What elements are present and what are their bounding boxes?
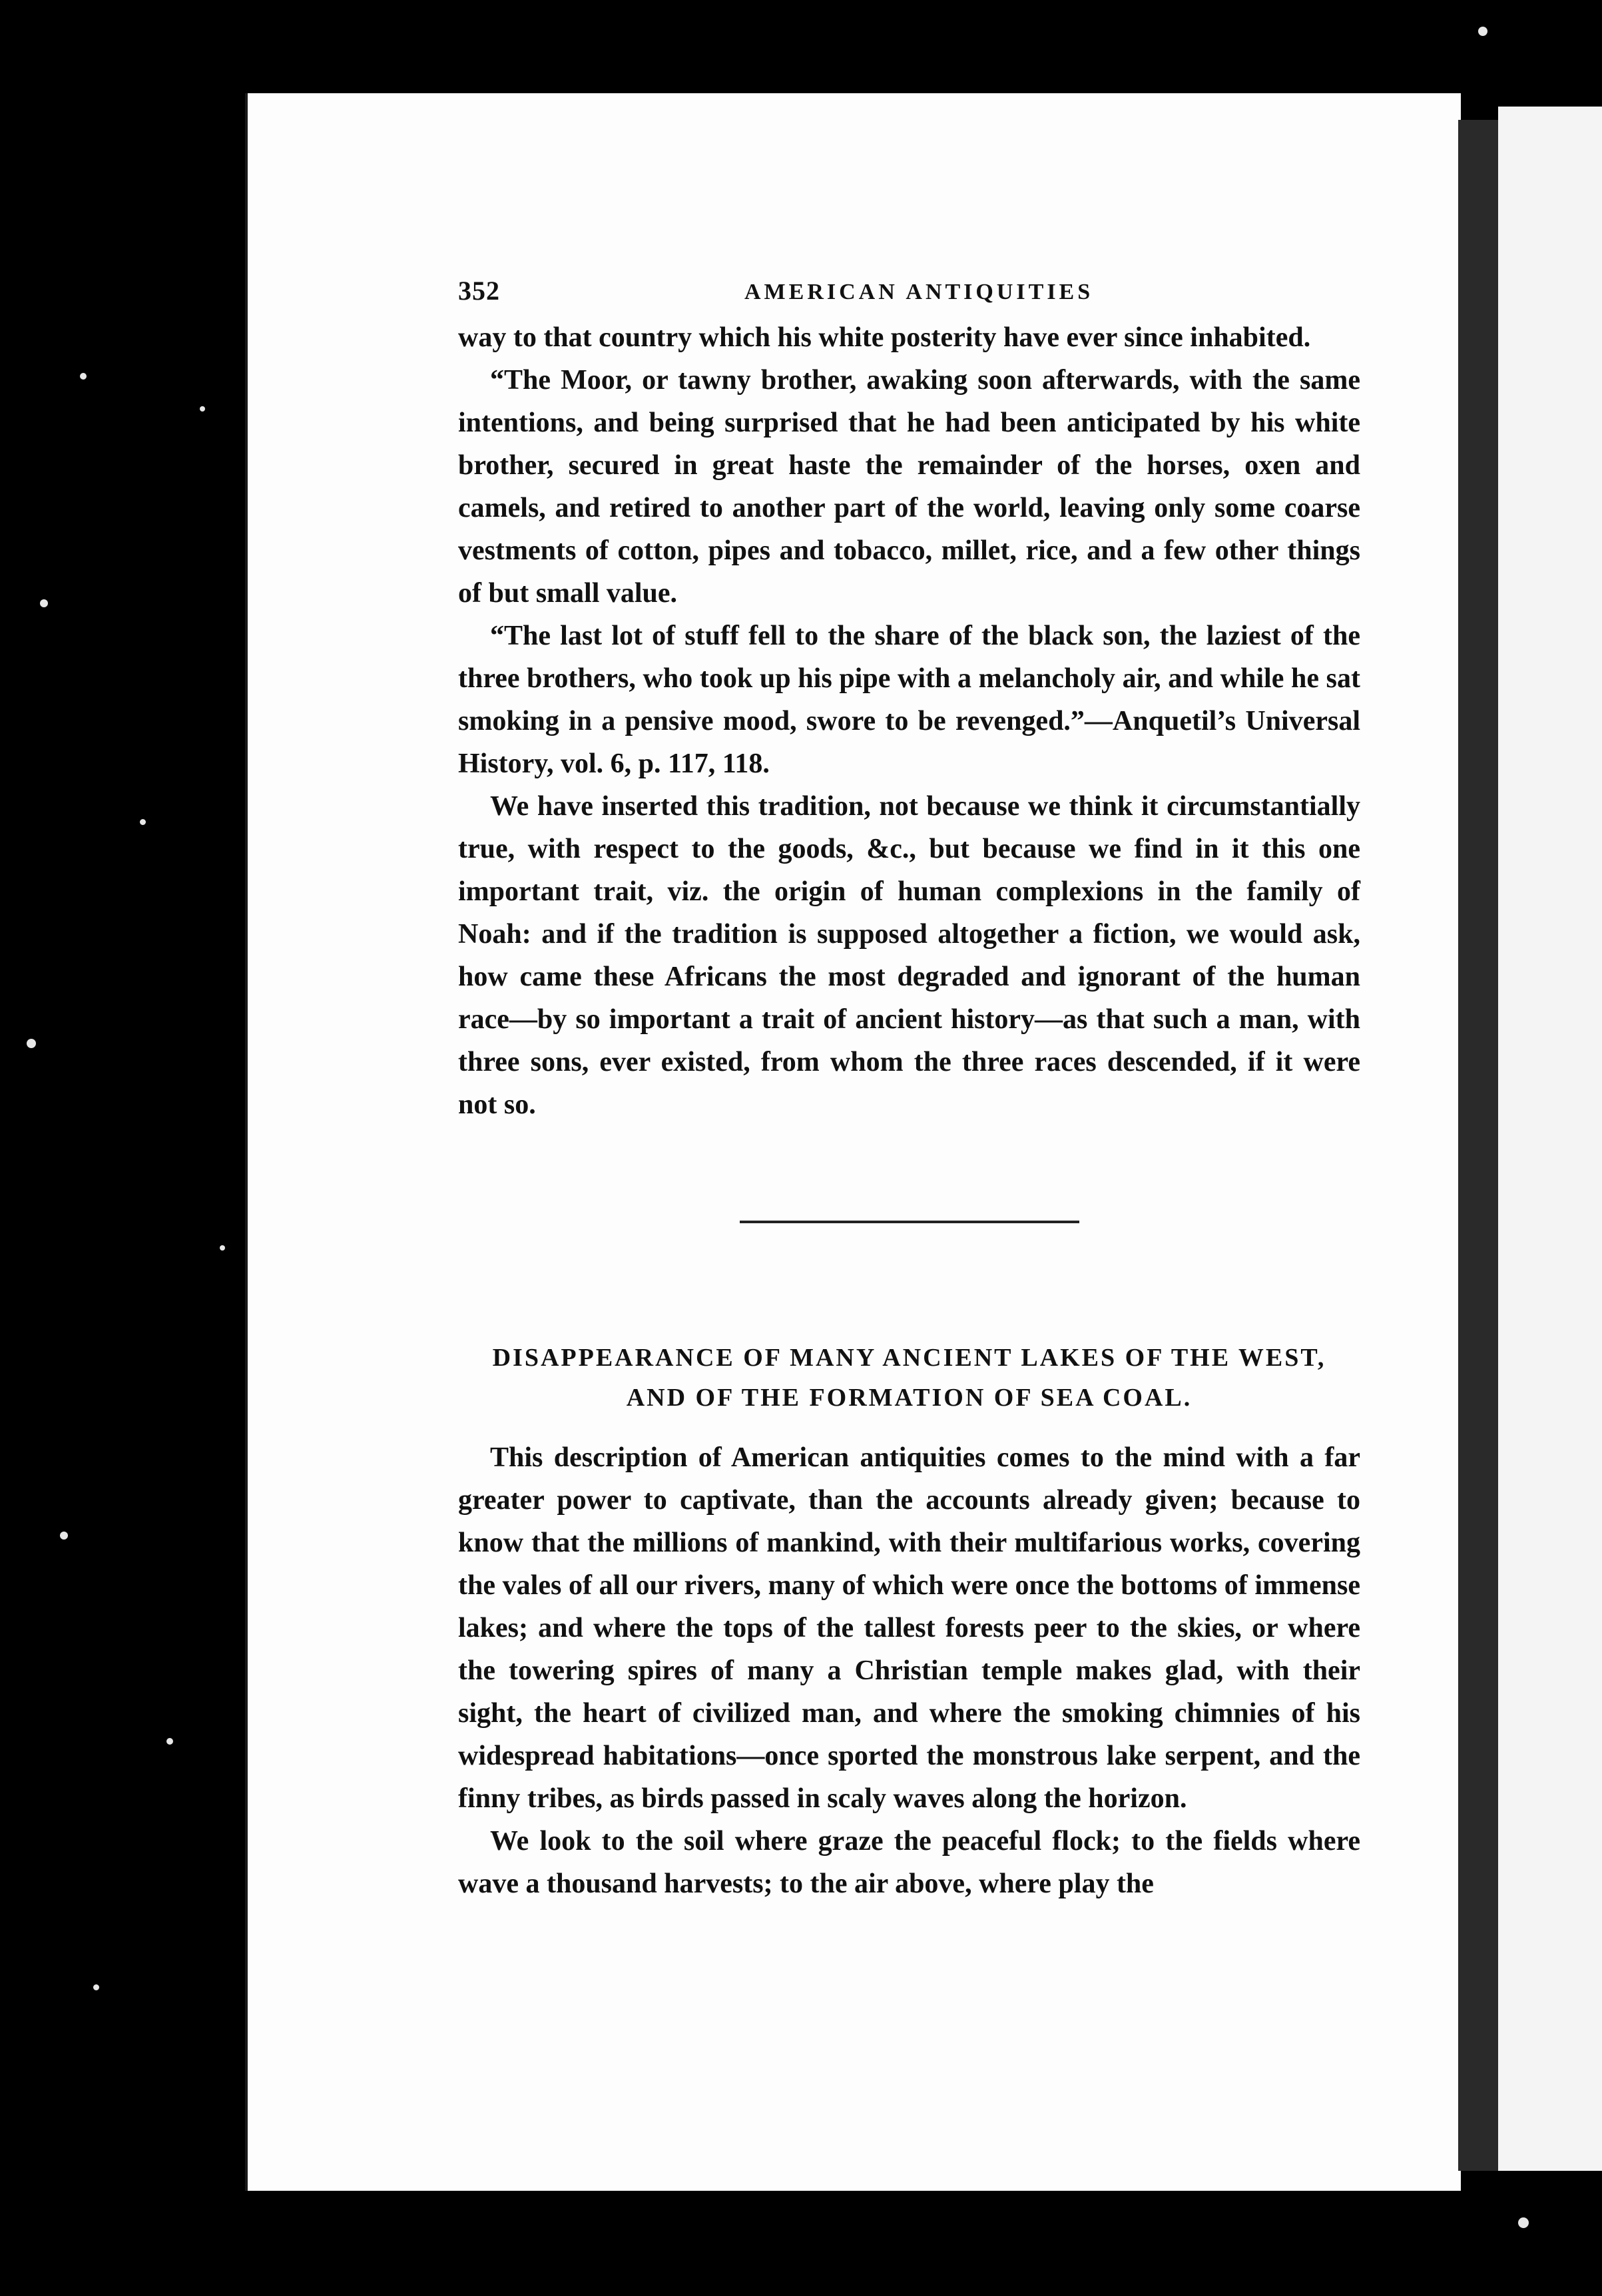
paragraph-continuation: way to that country which his white posterity have ever since inhabited.: [458, 322, 1311, 353]
section-heading-line-2: AND OF THE FORMATION OF SEA COAL.: [626, 1384, 1193, 1412]
section-heading: [458, 1338, 1360, 1418]
page-number: 352: [458, 276, 500, 306]
running-head: [458, 270, 1360, 316]
paragraph-moor: “The Moor, or tawny brother, awaking soon afterwards, with the same intentions, and being surprised that he had been anticipated by his white brother, secured in great haste the remainder of the horses, oxen and camels, and retired to another part of the world, leaving only some coarse vestments of cotton, pipes and tobacco, millet, rice, and a few other things of but small value.: [458, 365, 1360, 609]
paragraph-lakes-description: This description of American antiquities comes to the mind with a far greater power to captivate, than the accounts already given; because to know that the millions of mankind, with their multifarious works, covering the vales of all our rivers, many of which were once the bottoms of immense lakes; and where the tops of the tallest forests peer to the skies, or where the towering spires of many a Christian temple makes glad, with their sight, the heart of civilized man, and where the smoking chimnies of his widespread habitations—once sported the monstrous lake serpent, and the finny tribes, as birds passed in scaly waves along the horizon.: [458, 1442, 1360, 1814]
section-heading-line-1: DISAPPEARANCE OF MANY ANCIENT LAKES OF THE WEST,: [492, 1344, 1326, 1372]
paragraph-black-son: “The last lot of stuff fell to the share of the black son, the laziest of the three brothers, who took up his pipe with a melancholy air, and while he sat smoking in a pensive mood, swore to be revenged.”—Anquetil’s Universal History, vol. 6, p. 117, 118.: [458, 621, 1360, 779]
paragraph-soil: We look to the soil where graze the peaceful flock; to the fields where wave a thousand harvests; to the air above, where play the: [458, 1826, 1360, 1899]
page-gutter-shadow: [1458, 120, 1498, 2171]
adjacent-page-edge: [1498, 107, 1602, 2171]
page-content: [458, 270, 1360, 1905]
section-divider: [740, 1221, 1079, 1223]
paragraph-tradition: We have inserted this tradition, not because we think it circumstantially true, with respect to the goods, &c., but because we find in it this one important trait, viz. the origin of human complexions in the family of Noah: and if the tradition is supposed altogether a fiction, we would ask, how came these Africans the most degraded and ignorant of the human race—by so important a trait of ancient history—as that such a man, with three sons, ever existed, from whom the three races descended, if it were not so.: [458, 791, 1360, 1120]
running-title: AMERICAN ANTIQUITIES: [744, 280, 1094, 304]
